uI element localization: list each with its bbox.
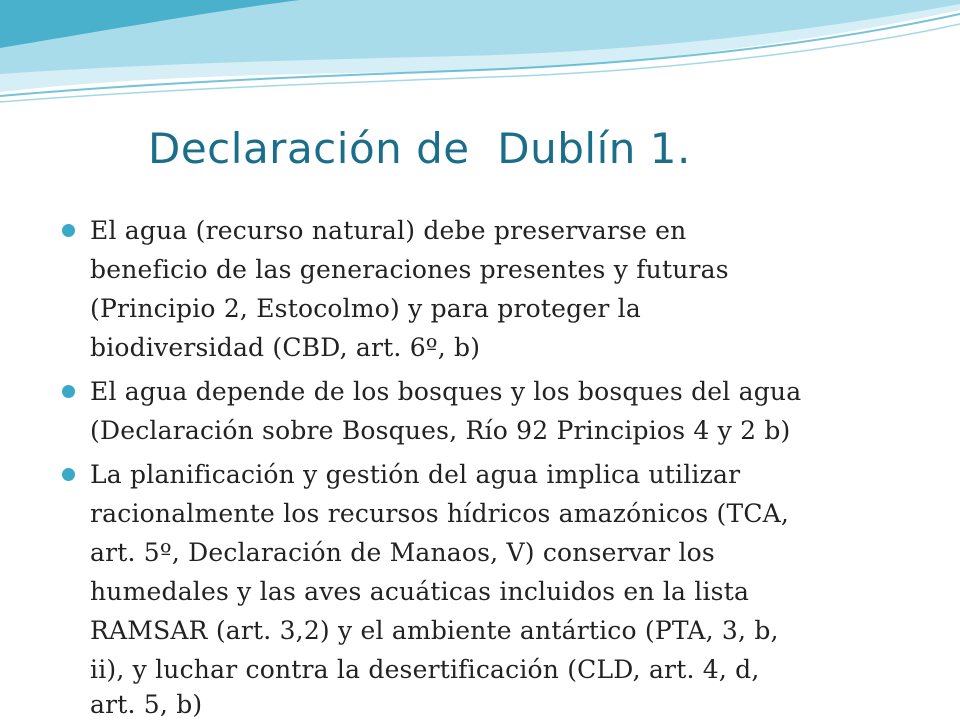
bullet-line: (Principio 2, Estocolmo) y para proteger la	[90, 294, 641, 323]
bullet-line: art. 5º, Declaración de Manaos, V) conservar los	[90, 538, 715, 567]
bullet-line: humedales y las aves acuáticas incluidos en la lista	[90, 577, 750, 606]
bullet-dot-icon	[62, 468, 75, 481]
bullet-line: beneficio de las generaciones presentes y futuras	[90, 255, 729, 284]
slide-title: Declaración de Dublín 1.	[148, 124, 691, 173]
bullet-line: La planificación y gestión del agua implica utilizar	[90, 460, 741, 489]
bullet-line: ii), y luchar contra la desertificación (CLD, art. 4, d,	[90, 655, 760, 684]
bullet-line: art. 5, b)	[90, 690, 203, 719]
bullet-line: racionalmente los recursos hídricos amazónicos (TCA,	[90, 499, 790, 528]
bullet-dot-icon	[62, 385, 75, 398]
bullet-line: El agua (recurso natural) debe preservarse en	[90, 216, 687, 245]
bullet-line: (Declaración sobre Bosques, Río 92 Principios 4 y 2 b)	[90, 416, 791, 445]
bullet-line: El agua depende de los bosques y los bosques del agua	[90, 377, 802, 406]
bullet-line: biodiversidad (CBD, art. 6º, b)	[90, 333, 481, 362]
bullet-dot-icon	[62, 224, 75, 237]
bullet-line: RAMSAR (art. 3,2) y el ambiente antártico (PTA, 3, b,	[90, 616, 779, 645]
